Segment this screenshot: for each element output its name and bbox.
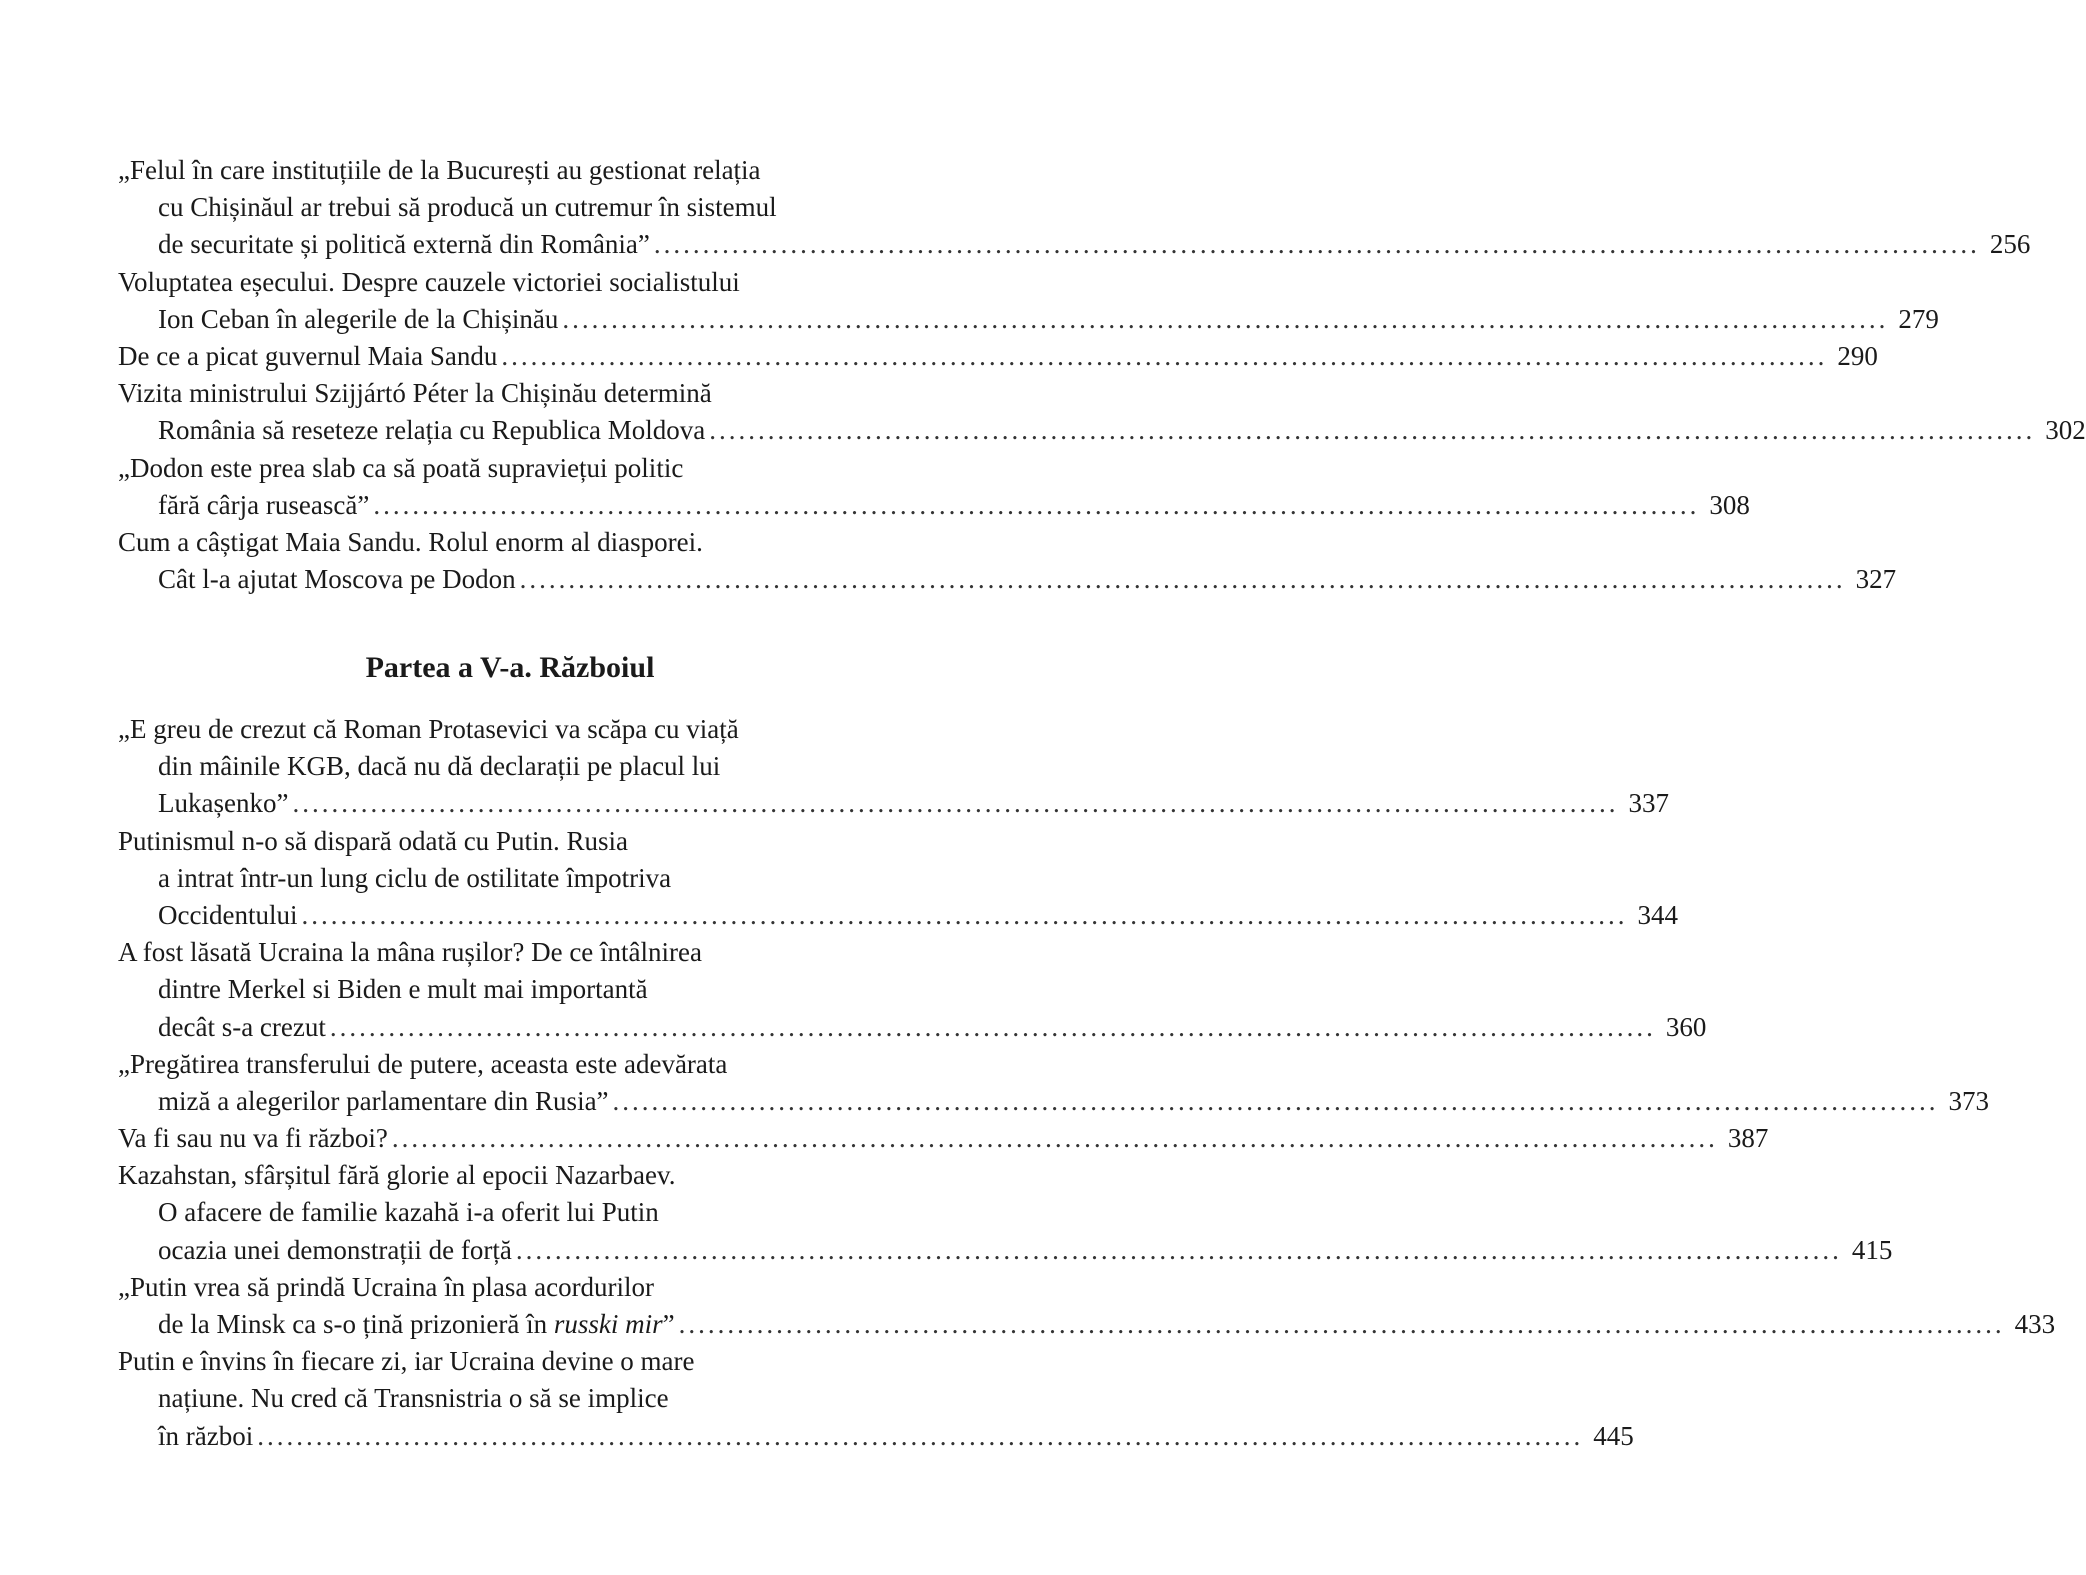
toc-entry-line: Putin e învins în fiecare zi, iar Ucraina devine o mare — [118, 1346, 695, 1377]
toc-entry — [118, 1046, 1990, 1120]
dot-leader: ........................................................................................................................................ — [373, 489, 1700, 520]
toc-entry-title: decât s-a crezut — [158, 1011, 326, 1042]
toc-entry-line: A fost lăsată Ucraina la mâna rușilor? De ce întâlnirea — [118, 937, 702, 968]
toc-entry-title-prefix: de la Minsk ca s-o țină prizonieră în — [158, 1309, 554, 1339]
dot-leader: ........................................................................................................................................ — [612, 1085, 1939, 1116]
page-number: 290 — [1837, 340, 1878, 371]
page-number: 302 — [2045, 415, 2086, 446]
toc-entry-line: din mâinile KGB, dacă nu dă declarații pe placul lui — [158, 751, 721, 782]
toc-entry — [118, 711, 1669, 823]
toc-entry — [118, 450, 1750, 524]
toc-entry-line: Cum a câștigat Maia Sandu. Rolul enorm al diasporei. — [118, 526, 703, 557]
page-number: 373 — [1948, 1085, 1990, 1116]
toc-entry-last-line — [118, 785, 1669, 822]
toc-entry-title-suffix: ” — [662, 1309, 675, 1339]
toc-entry — [118, 823, 1678, 935]
toc-entry-title — [158, 1306, 679, 1343]
page-number: 256 — [1989, 229, 2031, 260]
toc-entry-last-line — [118, 338, 1878, 375]
page-number: 327 — [1855, 564, 1897, 595]
toc-entry-last-line — [118, 1418, 1634, 1455]
dot-leader: ........................................................................................................................................ — [501, 340, 1828, 371]
dot-leader: ........................................................................................................................................ — [301, 899, 1628, 930]
toc-entry — [118, 934, 1707, 1046]
toc-entry-line: Voluptatea eșecului. Despre cauzele victoriei socialistului — [118, 266, 740, 297]
section-heading: Partea a V-a. Războiul — [365, 651, 655, 684]
toc-entry-line: dintre Merkel si Biden e mult mai importantă — [158, 974, 648, 1005]
dot-leader: ........................................................................................................................................ — [562, 303, 1889, 334]
dot-leader: ........................................................................................................................................ — [292, 788, 1619, 819]
toc-entry-line: a intrat într-un lung ciclu de ostilitate împotriva — [158, 862, 672, 893]
toc-entry-title: de securitate și politică externă din România” — [158, 229, 650, 260]
toc-entry — [118, 524, 1897, 598]
page-number: 337 — [1628, 788, 1669, 819]
toc-entry-last-line — [118, 1232, 1893, 1269]
toc-entry-last-line — [118, 1120, 1769, 1157]
page-number: 344 — [1637, 899, 1678, 930]
toc-entry-line: „Felul în care instituțiile de la București au gestionat relația — [118, 155, 761, 185]
toc-entry — [118, 1343, 1634, 1455]
toc-entry-line: Putinismul n-o să dispară odată cu Putin. Rusia — [118, 825, 628, 856]
dot-leader: ........................................................................................................................................ — [709, 415, 2036, 446]
page-number: 360 — [1665, 1011, 1707, 1042]
dot-leader: ........................................................................................................................................ — [515, 1234, 1842, 1265]
toc-bottom-list — [118, 711, 2056, 1455]
toc-entry-title: Lukașenko” — [158, 788, 289, 819]
toc-entry-line: „Putin vrea să prindă Ucraina în plasa acordurilor — [118, 1271, 655, 1302]
toc-entry — [118, 1157, 1893, 1269]
toc-entry-last-line — [118, 1083, 1990, 1120]
toc-top-list — [118, 152, 2086, 598]
toc-entry-last-line — [118, 301, 1939, 338]
toc-entry-line: cu Chișinăul ar trebui să producă un cutremur în sistemul — [158, 192, 777, 223]
page-number: 387 — [1727, 1123, 1769, 1154]
toc-entry — [118, 338, 1878, 375]
toc-entry-title: Cât l-a ajutat Moscova pe Dodon — [158, 564, 516, 595]
toc-entry — [118, 152, 2031, 264]
toc-entry-last-line — [118, 1306, 2056, 1343]
toc-entry — [118, 1269, 2056, 1343]
page-number: 415 — [1851, 1234, 1893, 1265]
toc-entry-title: miză a alegerilor parlamentare din Rusia” — [158, 1085, 609, 1116]
toc-entry-title: De ce a picat guvernul Maia Sandu — [118, 340, 498, 371]
toc-entry-title: Va fi sau nu va fi război? — [118, 1123, 388, 1154]
toc-entry-last-line — [118, 412, 2086, 449]
toc-entry — [118, 264, 1939, 338]
toc-entry-title: în război — [158, 1420, 254, 1451]
toc-entry-title: ocazia unei demonstrații de forță — [158, 1234, 512, 1265]
dot-leader: ........................................................................................................................................ — [391, 1123, 1718, 1154]
toc-entry-line: „E greu de crezut că Roman Protasevici va scăpa cu viață — [118, 714, 739, 744]
toc-entry-line: „Dodon este prea slab ca să poată supraviețui politic — [118, 452, 684, 483]
toc-entry-title: România să reseteze relația cu Republica Moldova — [158, 415, 706, 446]
dot-leader: ........................................................................................................................................ — [678, 1309, 2005, 1339]
toc-entry-last-line — [118, 226, 2031, 263]
toc-entry-title-italic: russki mir — [553, 1309, 663, 1339]
toc-entry-last-line — [118, 1009, 1707, 1046]
toc-entry-title: Occidentului — [158, 899, 298, 930]
page-number: 279 — [1898, 303, 1939, 334]
page-number: 433 — [2014, 1309, 2056, 1339]
dot-leader: ........................................................................................................................................ — [519, 564, 1846, 595]
toc-entry-last-line — [118, 487, 1750, 524]
page-number: 445 — [1593, 1420, 1634, 1451]
dot-leader: ........................................................................................................................................ — [329, 1011, 1656, 1042]
dot-leader: ........................................................................................................................................ — [653, 229, 1980, 260]
toc-entry-line: națiune. Nu cred că Transnistria o să se implice — [158, 1383, 669, 1414]
toc-entry-title: fără cârja rusească” — [158, 489, 370, 520]
toc-entry — [118, 1120, 1769, 1157]
page-number: 308 — [1709, 489, 1750, 520]
toc-entry-last-line — [118, 561, 1897, 598]
dot-leader: ........................................................................................................................................ — [257, 1420, 1584, 1451]
toc-entry-line: O afacere de familie kazahă i-a oferit lui Putin — [158, 1197, 659, 1228]
toc-entry-line: Kazahstan, sfârșitul fără glorie al epocii Nazarbaev. — [118, 1160, 676, 1191]
toc-entry — [118, 375, 2086, 449]
toc-entry-last-line — [118, 897, 1678, 934]
toc-entry-line: Vizita ministrului Szijjártó Péter la Chișinău determină — [118, 378, 712, 409]
toc-entry-line: „Pregătirea transferului de putere, aceasta este adevărata — [118, 1048, 728, 1079]
toc-entry-title: Ion Ceban în alegerile de la Chișinău — [158, 303, 559, 334]
